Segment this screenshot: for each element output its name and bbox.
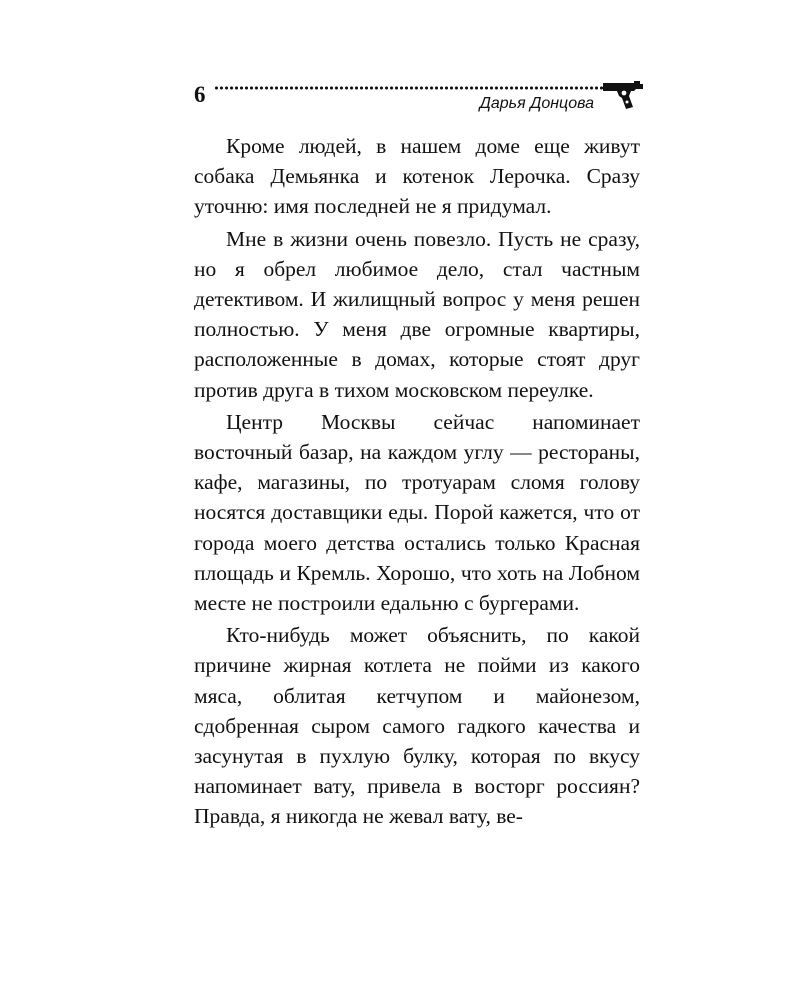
page-number: 6 bbox=[194, 82, 206, 107]
paragraph: Кто-нибудь может объяснить, по какой причине жирная котлета не пойми из какого мяса, облитая кетчупом и майонезом, сдобренная сыром самого гадкого качества и засунутая в пухлую булку, которая по вкусу напоминает вату, привела в восторг россиян? Правда, я никогда не жевал вату, ве- bbox=[194, 623, 640, 829]
running-header bbox=[194, 80, 646, 116]
dotted-leader bbox=[214, 85, 606, 91]
author-name: Дарья Донцова bbox=[479, 95, 594, 112]
paragraph: Кроме людей, в нашем доме еще живут собака Демьянка и котенок Лерочка. Сразу уточню: имя последней не я придумал. bbox=[194, 134, 640, 219]
revolver-icon bbox=[600, 80, 646, 110]
paragraph: Мне в жизни очень повезло. Пусть не сразу, но я обрел любимое дело, стал частным детективом. И жилищный вопрос у меня решен полностью. У меня две огромные квартиры, расположенные в домах, которые стоят друг против друга в тихом московском переулке. bbox=[194, 226, 640, 402]
body-text bbox=[194, 131, 640, 834]
paragraph: Центр Москвы сейчас напоминает восточный базар, на каждом углу — рестораны, кафе, магазины, по тротуарам сломя голову носятся доставщики еды. Порой кажется, что от города моего детства остались только Красная площадь и Кремль. Хорошо, что хоть на Лобном месте не построили едальню с бургерами. bbox=[194, 409, 640, 616]
